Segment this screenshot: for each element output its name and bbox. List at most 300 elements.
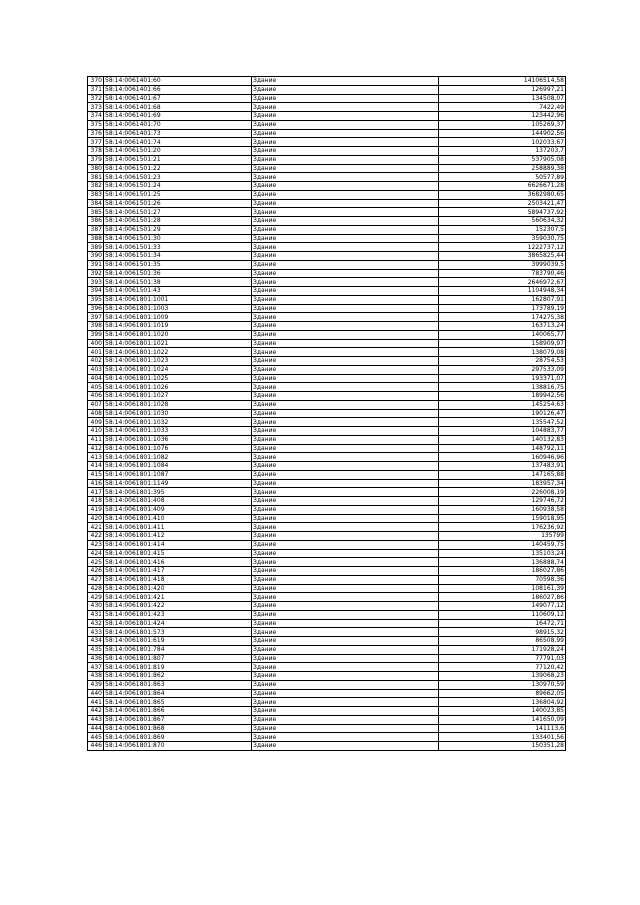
- table-row: [88, 330, 566, 339]
- cadastral-value-cell: 77791,03: [439, 654, 566, 663]
- cadastral-value-cell: 105269,37: [439, 120, 566, 129]
- row-number-cell: 434: [88, 637, 104, 646]
- table-row: [88, 147, 566, 156]
- object-type-cell: Здание: [252, 689, 439, 698]
- cadastral-value-cell: 173789,19: [439, 304, 566, 313]
- row-number-cell: 422: [88, 532, 104, 541]
- table-row: [88, 322, 566, 331]
- cadastral-value-cell: 7422,49: [439, 103, 566, 112]
- cadastral-number-cell: 58:14:0061401:68: [104, 103, 252, 112]
- table-row: [88, 602, 566, 611]
- row-number-cell: 415: [88, 470, 104, 479]
- cadastral-value-cell: 140065,77: [439, 330, 566, 339]
- cadastral-number-cell: 58:14:0061801:1009: [104, 313, 252, 322]
- cadastral-number-cell: 58:14:0061501:34: [104, 252, 252, 261]
- object-type-cell: Здание: [252, 138, 439, 147]
- cadastral-number-cell: 58:14:0061501:38: [104, 278, 252, 287]
- table-row: [88, 129, 566, 138]
- cadastral-number-cell: 58:14:0061801:1036: [104, 435, 252, 444]
- table-row: [88, 260, 566, 269]
- row-number-cell: 416: [88, 479, 104, 488]
- cadastral-number-cell: 58:14:0061801:411: [104, 523, 252, 532]
- table-row: [88, 567, 566, 576]
- cadastral-number-cell: 58:14:0061501:27: [104, 208, 252, 217]
- object-type-cell: Здание: [252, 488, 439, 497]
- cadastral-value-cell: 3999039,5: [439, 260, 566, 269]
- object-type-cell: Здание: [252, 304, 439, 313]
- table-row: [88, 94, 566, 103]
- cadastral-value-cell: 89662,05: [439, 689, 566, 698]
- object-type-cell: Здание: [252, 287, 439, 296]
- row-number-cell: 401: [88, 348, 104, 357]
- object-type-cell: Здание: [252, 680, 439, 689]
- object-type-cell: Здание: [252, 278, 439, 287]
- table-row: [88, 733, 566, 742]
- cadastral-value-cell: 14106514,58: [439, 77, 566, 86]
- cadastral-number-cell: 58:14:0061801:416: [104, 558, 252, 567]
- row-number-cell: 407: [88, 400, 104, 409]
- cadastral-number-cell: 58:14:0061501:35: [104, 260, 252, 269]
- cadastral-number-cell: 58:14:0061801:867: [104, 715, 252, 724]
- object-type-cell: Здание: [252, 637, 439, 646]
- cadastral-number-cell: 58:14:0061501:30: [104, 234, 252, 243]
- object-type-cell: Здание: [252, 409, 439, 418]
- table-row: [88, 234, 566, 243]
- row-number-cell: 389: [88, 243, 104, 252]
- cadastral-number-cell: 58:14:0061501:23: [104, 173, 252, 182]
- cadastral-number-cell: 58:14:0061801:1030: [104, 409, 252, 418]
- cadastral-value-cell: 50577,89: [439, 173, 566, 182]
- cadastral-value-cell: 297533,09: [439, 365, 566, 374]
- cadastral-value-cell: 144902,56: [439, 129, 566, 138]
- cadastral-value-cell: 226008,19: [439, 488, 566, 497]
- object-type-cell: Здание: [252, 663, 439, 672]
- table-row: [88, 654, 566, 663]
- table-row: [88, 549, 566, 558]
- row-number-cell: 414: [88, 462, 104, 471]
- cadastral-value-cell: 145254,63: [439, 400, 566, 409]
- row-number-cell: 432: [88, 619, 104, 628]
- object-type-cell: Здание: [252, 470, 439, 479]
- row-number-cell: 385: [88, 208, 104, 217]
- table-row: [88, 138, 566, 147]
- object-type-cell: Здание: [252, 707, 439, 716]
- cadastral-number-cell: 58:14:0061801:415: [104, 549, 252, 558]
- object-type-cell: Здание: [252, 698, 439, 707]
- row-number-cell: 424: [88, 549, 104, 558]
- table-row: [88, 593, 566, 602]
- object-type-cell: Здание: [252, 199, 439, 208]
- table-row: [88, 435, 566, 444]
- cadastral-value-cell: 162807,91: [439, 295, 566, 304]
- object-type-cell: Здание: [252, 540, 439, 549]
- row-number-cell: 441: [88, 698, 104, 707]
- cadastral-value-cell: 133401,56: [439, 733, 566, 742]
- cadastral-number-cell: 58:14:0061801:1084: [104, 462, 252, 471]
- table-row: [88, 488, 566, 497]
- row-number-cell: 417: [88, 488, 104, 497]
- row-number-cell: 373: [88, 103, 104, 112]
- cadastral-number-cell: 58:14:0061501:21: [104, 155, 252, 164]
- table-row: [88, 628, 566, 637]
- cadastral-number-cell: 58:14:0061801:819: [104, 663, 252, 672]
- table-row: [88, 374, 566, 383]
- object-type-cell: Здание: [252, 129, 439, 138]
- table-row: [88, 558, 566, 567]
- table-row: [88, 77, 566, 86]
- cadastral-value-cell: 138079,08: [439, 348, 566, 357]
- object-type-cell: Здание: [252, 322, 439, 331]
- row-number-cell: 402: [88, 357, 104, 366]
- cadastral-value-cell: 359030,75: [439, 234, 566, 243]
- cadastral-value-table: [87, 76, 566, 751]
- row-number-cell: 384: [88, 199, 104, 208]
- cadastral-number-cell: 58:14:0061801:1001: [104, 295, 252, 304]
- cadastral-value-cell: 136804,92: [439, 698, 566, 707]
- table-row: [88, 707, 566, 716]
- object-type-cell: Здание: [252, 217, 439, 226]
- table-row: [88, 103, 566, 112]
- table-row: [88, 645, 566, 654]
- object-type-cell: Здание: [252, 505, 439, 514]
- object-type-cell: Здание: [252, 392, 439, 401]
- object-type-cell: Здание: [252, 313, 439, 322]
- cadastral-value-cell: 135547,52: [439, 418, 566, 427]
- row-number-cell: 372: [88, 94, 104, 103]
- object-type-cell: Здание: [252, 365, 439, 374]
- row-number-cell: 425: [88, 558, 104, 567]
- table-row: [88, 418, 566, 427]
- row-number-cell: 429: [88, 593, 104, 602]
- table-row: [88, 619, 566, 628]
- cadastral-number-cell: 58:14:0061801:421: [104, 593, 252, 602]
- object-type-cell: Здание: [252, 672, 439, 681]
- cadastral-number-cell: 58:14:0061401:60: [104, 77, 252, 86]
- cadastral-number-cell: 58:14:0061501:33: [104, 243, 252, 252]
- cadastral-number-cell: 58:14:0061801:417: [104, 567, 252, 576]
- table-row: [88, 357, 566, 366]
- table-row: [88, 497, 566, 506]
- cadastral-value-cell: 190126,47: [439, 409, 566, 418]
- object-type-cell: Здание: [252, 558, 439, 567]
- row-number-cell: 399: [88, 330, 104, 339]
- cadastral-number-cell: 58:14:0061401:67: [104, 94, 252, 103]
- cadastral-number-cell: 58:14:0061401:66: [104, 85, 252, 94]
- object-type-cell: Здание: [252, 724, 439, 733]
- object-type-cell: Здание: [252, 94, 439, 103]
- row-number-cell: 436: [88, 654, 104, 663]
- cadastral-number-cell: 58:14:0061801:1020: [104, 330, 252, 339]
- row-number-cell: 431: [88, 610, 104, 619]
- row-number-cell: 383: [88, 190, 104, 199]
- table-row: [88, 462, 566, 471]
- object-type-cell: Здание: [252, 400, 439, 409]
- row-number-cell: 381: [88, 173, 104, 182]
- table-row: [88, 120, 566, 129]
- object-type-cell: Здание: [252, 225, 439, 234]
- cadastral-value-cell: 70598,36: [439, 575, 566, 584]
- cadastral-number-cell: 58:14:0061801:1025: [104, 374, 252, 383]
- row-number-cell: 375: [88, 120, 104, 129]
- cadastral-number-cell: 58:14:0061801:1022: [104, 348, 252, 357]
- cadastral-value-cell: 189942,56: [439, 392, 566, 401]
- row-number-cell: 391: [88, 260, 104, 269]
- cadastral-number-cell: 58:14:0061801:1024: [104, 365, 252, 374]
- cadastral-value-cell: 160946,96: [439, 453, 566, 462]
- table-row: [88, 313, 566, 322]
- cadastral-value-cell: 152307,5: [439, 225, 566, 234]
- table-row: [88, 295, 566, 304]
- cadastral-number-cell: 58:14:0061801:862: [104, 672, 252, 681]
- table-row: [88, 689, 566, 698]
- cadastral-number-cell: 58:14:0061801:1087: [104, 470, 252, 479]
- row-number-cell: 406: [88, 392, 104, 401]
- table-row: [88, 182, 566, 191]
- cadastral-value-cell: 150351,28: [439, 742, 566, 751]
- cadastral-value-cell: 2646972,67: [439, 278, 566, 287]
- object-type-cell: Здание: [252, 602, 439, 611]
- object-type-cell: Здание: [252, 715, 439, 724]
- table-row: [88, 173, 566, 182]
- table-row: [88, 724, 566, 733]
- cadastral-number-cell: 58:14:0061801:807: [104, 654, 252, 663]
- row-number-cell: 393: [88, 278, 104, 287]
- object-type-cell: Здание: [252, 103, 439, 112]
- cadastral-number-cell: 58:14:0061801:1019: [104, 322, 252, 331]
- object-type-cell: Здание: [252, 112, 439, 121]
- object-type-cell: Здание: [252, 497, 439, 506]
- cadastral-value-cell: 110609,12: [439, 610, 566, 619]
- cadastral-number-cell: 58:14:0061501:20: [104, 147, 252, 156]
- object-type-cell: Здание: [252, 462, 439, 471]
- object-type-cell: Здание: [252, 610, 439, 619]
- row-number-cell: 370: [88, 77, 104, 86]
- object-type-cell: Здание: [252, 85, 439, 94]
- cadastral-number-cell: 58:14:0061801:868: [104, 724, 252, 733]
- object-type-cell: Здание: [252, 164, 439, 173]
- row-number-cell: 392: [88, 269, 104, 278]
- object-type-cell: Здание: [252, 120, 439, 129]
- table-row: [88, 208, 566, 217]
- cadastral-value-cell: 160938,58: [439, 505, 566, 514]
- table-row: [88, 190, 566, 199]
- cadastral-number-cell: 58:14:0061801:1023: [104, 357, 252, 366]
- row-number-cell: 430: [88, 602, 104, 611]
- cadastral-number-cell: 58:14:0061401:74: [104, 138, 252, 147]
- row-number-cell: 411: [88, 435, 104, 444]
- cadastral-number-cell: 58:14:0061801:866: [104, 707, 252, 716]
- table-row: [88, 523, 566, 532]
- cadastral-value-cell: 149077,12: [439, 602, 566, 611]
- cadastral-value-cell: 98915,32: [439, 628, 566, 637]
- object-type-cell: Здание: [252, 532, 439, 541]
- cadastral-number-cell: 58:14:0061801:418: [104, 575, 252, 584]
- object-type-cell: Здание: [252, 234, 439, 243]
- table-row: [88, 155, 566, 164]
- cadastral-number-cell: 58:14:0061801:1076: [104, 444, 252, 453]
- cadastral-number-cell: 58:14:0061501:22: [104, 164, 252, 173]
- cadastral-number-cell: 58:14:0061801:1026: [104, 383, 252, 392]
- row-number-cell: 403: [88, 365, 104, 374]
- object-type-cell: Здание: [252, 567, 439, 576]
- cadastral-value-cell: 193371,07: [439, 374, 566, 383]
- cadastral-number-cell: 58:14:0061801:870: [104, 742, 252, 751]
- object-type-cell: Здание: [252, 733, 439, 742]
- cadastral-number-cell: 58:14:0061801:1003: [104, 304, 252, 313]
- row-number-cell: 420: [88, 514, 104, 523]
- object-type-cell: Здание: [252, 243, 439, 252]
- table-row: [88, 479, 566, 488]
- cadastral-value-cell: 183957,34: [439, 479, 566, 488]
- table-row: [88, 278, 566, 287]
- object-type-cell: Здание: [252, 514, 439, 523]
- table-row: [88, 164, 566, 173]
- table-row: [88, 672, 566, 681]
- cadastral-number-cell: 58:14:0061501:28: [104, 217, 252, 226]
- cadastral-number-cell: 58:14:0061801:865: [104, 698, 252, 707]
- cadastral-value-cell: 783790,46: [439, 269, 566, 278]
- cadastral-value-cell: 148792,11: [439, 444, 566, 453]
- cadastral-number-cell: 58:14:0061801:424: [104, 619, 252, 628]
- object-type-cell: Здание: [252, 479, 439, 488]
- object-type-cell: Здание: [252, 348, 439, 357]
- cadastral-value-cell: 163713,24: [439, 322, 566, 331]
- table-row: [88, 742, 566, 751]
- table-row: [88, 470, 566, 479]
- object-type-cell: Здание: [252, 523, 439, 532]
- object-type-cell: Здание: [252, 173, 439, 182]
- table-row: [88, 252, 566, 261]
- cadastral-value-cell: 126997,21: [439, 85, 566, 94]
- row-number-cell: 421: [88, 523, 104, 532]
- cadastral-number-cell: 58:14:0061501:25: [104, 190, 252, 199]
- cadastral-number-cell: 58:14:0061801:864: [104, 689, 252, 698]
- cadastral-value-cell: 108161,39: [439, 584, 566, 593]
- table-row: [88, 680, 566, 689]
- row-number-cell: 435: [88, 645, 104, 654]
- cadastral-value-cell: 186027,86: [439, 567, 566, 576]
- cadastral-number-cell: 58:14:0061801:573: [104, 628, 252, 637]
- row-number-cell: 405: [88, 383, 104, 392]
- cadastral-value-cell: 137483,91: [439, 462, 566, 471]
- cadastral-value-cell: 176236,92: [439, 523, 566, 532]
- row-number-cell: 437: [88, 663, 104, 672]
- table-row: [88, 575, 566, 584]
- table-row: [88, 514, 566, 523]
- table-row: [88, 392, 566, 401]
- row-number-cell: 410: [88, 427, 104, 436]
- row-number-cell: 398: [88, 322, 104, 331]
- row-number-cell: 433: [88, 628, 104, 637]
- object-type-cell: Здание: [252, 628, 439, 637]
- object-type-cell: Здание: [252, 435, 439, 444]
- cadastral-value-cell: 77120,42: [439, 663, 566, 672]
- object-type-cell: Здание: [252, 619, 439, 628]
- object-type-cell: Здание: [252, 383, 439, 392]
- cadastral-number-cell: 58:14:0061401:70: [104, 120, 252, 129]
- object-type-cell: Здание: [252, 645, 439, 654]
- row-number-cell: 446: [88, 742, 104, 751]
- row-number-cell: 440: [88, 689, 104, 698]
- row-number-cell: 409: [88, 418, 104, 427]
- cadastral-number-cell: 58:14:0061501:43: [104, 287, 252, 296]
- object-type-cell: Здание: [252, 654, 439, 663]
- row-number-cell: 395: [88, 295, 104, 304]
- table-row: [88, 637, 566, 646]
- table-row: [88, 112, 566, 121]
- object-type-cell: Здание: [252, 593, 439, 602]
- cadastral-value-cell: 136888,74: [439, 558, 566, 567]
- row-number-cell: 390: [88, 252, 104, 261]
- cadastral-value-cell: 141113,6: [439, 724, 566, 733]
- table-row: [88, 453, 566, 462]
- cadastral-value-cell: 139068,23: [439, 672, 566, 681]
- cadastral-value-cell: 140023,85: [439, 707, 566, 716]
- object-type-cell: Здание: [252, 444, 439, 453]
- cadastral-number-cell: 58:14:0061801:423: [104, 610, 252, 619]
- cadastral-number-cell: 58:14:0061501:24: [104, 182, 252, 191]
- cadastral-value-cell: 1222737,12: [439, 243, 566, 252]
- cadastral-value-cell: 130970,59: [439, 680, 566, 689]
- cadastral-value-cell: 16472,71: [439, 619, 566, 628]
- cadastral-value-cell: 159018,95: [439, 514, 566, 523]
- table-row: [88, 383, 566, 392]
- cadastral-number-cell: 58:14:0061801:422: [104, 602, 252, 611]
- object-type-cell: Здание: [252, 330, 439, 339]
- cadastral-number-cell: 58:14:0061801:420: [104, 584, 252, 593]
- table-row: [88, 663, 566, 672]
- table-row: [88, 698, 566, 707]
- cadastral-value-cell: 86508,99: [439, 637, 566, 646]
- object-type-cell: Здание: [252, 295, 439, 304]
- cadastral-number-cell: 58:14:0061801:1082: [104, 453, 252, 462]
- object-type-cell: Здание: [252, 269, 439, 278]
- cadastral-value-cell: 123442,96: [439, 112, 566, 121]
- row-number-cell: 412: [88, 444, 104, 453]
- cadastral-value-cell: 3865825,44: [439, 252, 566, 261]
- row-number-cell: 423: [88, 540, 104, 549]
- row-number-cell: 442: [88, 707, 104, 716]
- cadastral-number-cell: 58:14:0061801:410: [104, 514, 252, 523]
- cadastral-value-cell: 5894737,92: [439, 208, 566, 217]
- cadastral-value-cell: 158909,97: [439, 339, 566, 348]
- row-number-cell: 378: [88, 147, 104, 156]
- row-number-cell: 413: [88, 453, 104, 462]
- cadastral-value-cell: 258889,38: [439, 164, 566, 173]
- row-number-cell: 404: [88, 374, 104, 383]
- row-number-cell: 371: [88, 85, 104, 94]
- cadastral-number-cell: 58:14:0061801:1149: [104, 479, 252, 488]
- table-row: [88, 243, 566, 252]
- table-row: [88, 427, 566, 436]
- table-row: [88, 540, 566, 549]
- object-type-cell: Здание: [252, 549, 439, 558]
- row-number-cell: 445: [88, 733, 104, 742]
- object-type-cell: Здание: [252, 155, 439, 164]
- row-number-cell: 397: [88, 313, 104, 322]
- row-number-cell: 388: [88, 234, 104, 243]
- object-type-cell: Здание: [252, 77, 439, 86]
- cadastral-number-cell: 58:14:0061801:1032: [104, 418, 252, 427]
- cadastral-value-cell: 6626671,28: [439, 182, 566, 191]
- row-number-cell: 408: [88, 409, 104, 418]
- row-number-cell: 376: [88, 129, 104, 138]
- row-number-cell: 386: [88, 217, 104, 226]
- row-number-cell: 443: [88, 715, 104, 724]
- row-number-cell: 438: [88, 672, 104, 681]
- object-type-cell: Здание: [252, 575, 439, 584]
- cadastral-number-cell: 58:14:0061401:69: [104, 112, 252, 121]
